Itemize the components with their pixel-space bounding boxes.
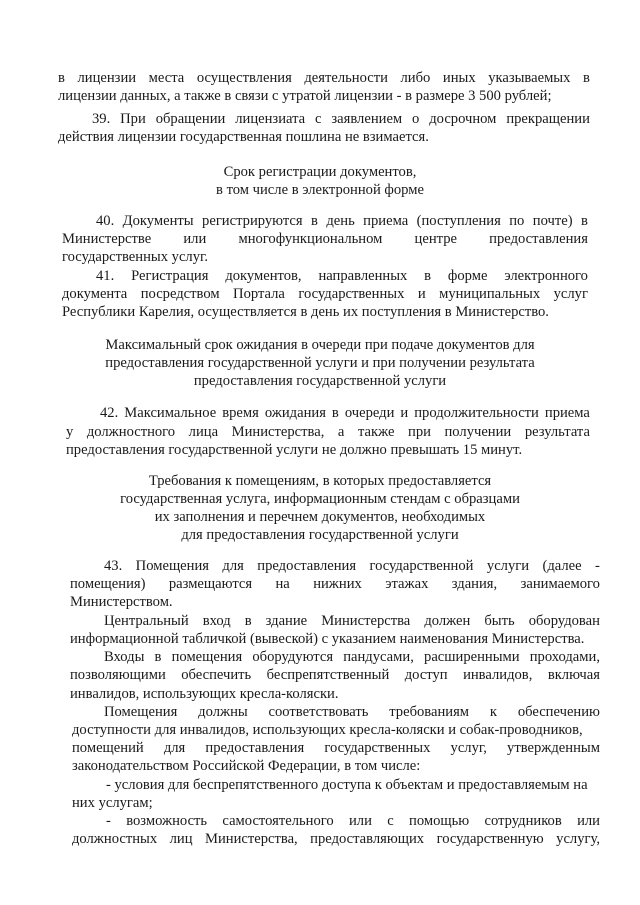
word: расширенными — [424, 649, 520, 665]
word: многофункциональном — [238, 231, 383, 247]
heading-line: предоставления государственной услуги и при получении результата — [105, 355, 535, 371]
word: Министерства, — [204, 831, 298, 847]
word: доступ — [404, 667, 448, 683]
word: услуги — [486, 558, 530, 574]
word: пандусами, — [343, 649, 414, 665]
word: у — [66, 424, 74, 440]
word: 42. — [100, 405, 119, 421]
word: обращении — [155, 111, 226, 127]
word: иных — [442, 70, 476, 86]
word: или — [183, 231, 207, 247]
word: документа — [62, 286, 128, 302]
word: услугу, — [556, 831, 600, 847]
word: по — [509, 213, 525, 229]
word: Помещения — [104, 704, 178, 720]
word: также — [357, 424, 395, 440]
word: места — [148, 70, 185, 86]
word: обеспечению — [517, 704, 600, 720]
text-line: информационной табличкой (вывеской) с указанием наименования Министерства. — [70, 631, 585, 647]
word: в — [331, 405, 339, 421]
word: здания, — [451, 576, 498, 592]
word: в — [58, 70, 65, 86]
text-line — [106, 813, 600, 830]
word: направленных — [318, 268, 408, 284]
heading-line: предоставления государственной услуги — [193, 373, 447, 389]
word: (далее — [542, 558, 582, 574]
text-line — [100, 405, 590, 422]
text-line — [92, 111, 590, 128]
word: лица — [188, 424, 219, 440]
word: для — [222, 558, 244, 574]
heading-line: Максимальный срок ожидания в очереди при подаче документов для — [105, 337, 535, 353]
word: помощью — [409, 813, 470, 829]
word: предоставления — [257, 558, 357, 574]
word: (поступления — [416, 213, 501, 229]
text-line — [66, 424, 590, 441]
word: центре — [414, 231, 457, 247]
text-line — [62, 231, 588, 248]
word: Министерстве — [62, 231, 152, 247]
word: в — [311, 213, 318, 229]
word: быть — [484, 613, 515, 629]
word: в — [580, 213, 588, 229]
text-line — [104, 613, 600, 630]
text-line — [104, 649, 600, 666]
word: в — [154, 649, 162, 665]
word: или — [349, 813, 372, 829]
text-line: предоставления государственной услуги не должно превышать 15 минут. — [66, 442, 523, 458]
word: на — [275, 576, 290, 592]
text-line — [72, 740, 600, 757]
word: нижних — [313, 576, 362, 592]
word: и — [417, 286, 426, 302]
word: При — [120, 111, 146, 127]
word: занимаемого — [520, 576, 600, 592]
text-line: лицензии данных, а также в связи с утратой лицензии - в размере 3 500 рублей; — [58, 88, 552, 104]
word: с — [315, 111, 322, 127]
text-line: Министерством. — [70, 594, 173, 610]
heading-line: их заполнения и перечнем документов, необходимых — [154, 509, 486, 525]
word: позволяющими — [70, 667, 166, 683]
word: продолжительности — [414, 405, 539, 421]
word: день — [326, 213, 355, 229]
heading-line: для предоставления государственной услуги — [181, 527, 459, 543]
word: должностного — [86, 424, 176, 440]
text-line: них услугам; — [72, 795, 153, 811]
word: время — [222, 405, 259, 421]
word: помещений — [72, 740, 144, 756]
word: либо — [400, 70, 431, 86]
word: услуг — [553, 286, 588, 302]
word: государственных — [324, 740, 431, 756]
word: вход — [202, 613, 231, 629]
text-line: действия лицензии государственная пошлина не взимается. — [58, 129, 429, 145]
word: должен — [424, 613, 471, 629]
word: к — [489, 704, 497, 720]
word: форме — [447, 268, 488, 284]
word: ожидания — [264, 405, 326, 421]
word: приема — [544, 405, 590, 421]
word: предоставления — [489, 231, 588, 247]
text-line — [62, 286, 588, 303]
word: и — [400, 405, 409, 421]
word: Документы — [122, 213, 194, 229]
word: должностных — [72, 831, 158, 847]
word: - — [595, 558, 600, 574]
word: размещаются — [168, 576, 253, 592]
text-line: доступности для инвалидов, использующих кресла-коляски и собак-проводников, — [72, 722, 583, 738]
word: государственной — [369, 558, 474, 574]
word: помещения — [171, 649, 243, 665]
word: 39. — [92, 111, 111, 127]
text-line — [104, 558, 600, 575]
word: возможность — [126, 813, 208, 829]
text-line: инвалидов, использующих кресла-коляски. — [70, 686, 339, 702]
word: сотрудников — [484, 813, 562, 829]
word: заявлением — [331, 111, 403, 127]
word: в — [583, 70, 590, 86]
word: самостоятельного — [222, 813, 334, 829]
text-line — [104, 704, 600, 721]
word: должны — [198, 704, 248, 720]
word: или — [577, 813, 600, 829]
word: прекращении — [506, 111, 590, 127]
word: электронного — [504, 268, 588, 284]
word: лиц — [169, 831, 193, 847]
word: Портала — [233, 286, 285, 302]
word: Центральный — [104, 613, 189, 629]
word: при — [408, 424, 431, 440]
word: осуществления — [196, 70, 292, 86]
word: лицензиата — [235, 111, 306, 127]
word: результата — [524, 424, 590, 440]
word: Входы — [104, 649, 145, 665]
word: в — [424, 268, 432, 284]
word: получении — [444, 424, 512, 440]
text-line — [58, 70, 590, 87]
text-line — [70, 576, 600, 593]
word: помещения) — [70, 576, 146, 592]
word: Министерства — [321, 613, 411, 629]
word: инвалидов, — [463, 667, 533, 683]
heading-line: государственная услуга, информационным стендам с образцами — [120, 491, 520, 507]
text-line — [70, 667, 600, 684]
word: досрочном — [429, 111, 497, 127]
word: посредством — [140, 286, 220, 302]
word: включая — [547, 667, 600, 683]
text-line: Республики Карелия, осуществляется в день их поступления в Министерство. — [62, 304, 549, 320]
heading-line: в том числе в электронной форме — [216, 182, 424, 198]
text-line: законодательством Российской Федерации, в том числе: — [72, 758, 421, 774]
word: предоставления — [205, 740, 305, 756]
word: с — [387, 813, 394, 829]
word: утвержденным — [507, 740, 600, 756]
word: - — [106, 813, 111, 829]
word: деятельности — [304, 70, 388, 86]
word: очереди — [344, 405, 395, 421]
word: Помещения — [135, 558, 209, 574]
word: Регистрация — [131, 268, 209, 284]
heading-line: Требования к помещениям, в которых предоставляется — [148, 473, 492, 489]
word: 41. — [96, 268, 115, 284]
word: требованиям — [389, 704, 470, 720]
word: Министерства, — [231, 424, 325, 440]
word: оборудован — [528, 613, 600, 629]
text-line — [96, 268, 588, 285]
text-line: - условия для беспрепятственного доступа к объектам и предоставляемым на — [106, 777, 588, 793]
word: муниципальных — [439, 286, 541, 302]
word: государственных — [298, 286, 405, 302]
word: указываемых — [488, 70, 571, 86]
word: а — [337, 424, 345, 440]
word: почте) — [532, 213, 573, 229]
word: услуг, — [450, 740, 487, 756]
text-line — [96, 213, 588, 230]
word: государственную — [436, 831, 544, 847]
word: о — [412, 111, 420, 127]
word: беспрепятственный — [266, 667, 390, 683]
word: Максимальное — [124, 405, 217, 421]
word: предоставляющих — [310, 831, 425, 847]
word: регистрируются — [202, 213, 303, 229]
word: проходами, — [529, 649, 600, 665]
word: этажах — [385, 576, 429, 592]
word: оборудуются — [252, 649, 334, 665]
text-line — [72, 831, 600, 848]
word: приема — [363, 213, 409, 229]
word: 40. — [96, 213, 115, 229]
word: документов, — [225, 268, 302, 284]
word: 43. — [104, 558, 123, 574]
text-line: государственных услуг. — [62, 249, 208, 265]
heading-line: Срок регистрации документов, — [223, 164, 417, 180]
word: обеспечить — [181, 667, 252, 683]
word: здание — [265, 613, 308, 629]
word: соответствовать — [268, 704, 369, 720]
word: для — [163, 740, 186, 756]
word: лицензии — [77, 70, 137, 86]
word: в — [244, 613, 252, 629]
